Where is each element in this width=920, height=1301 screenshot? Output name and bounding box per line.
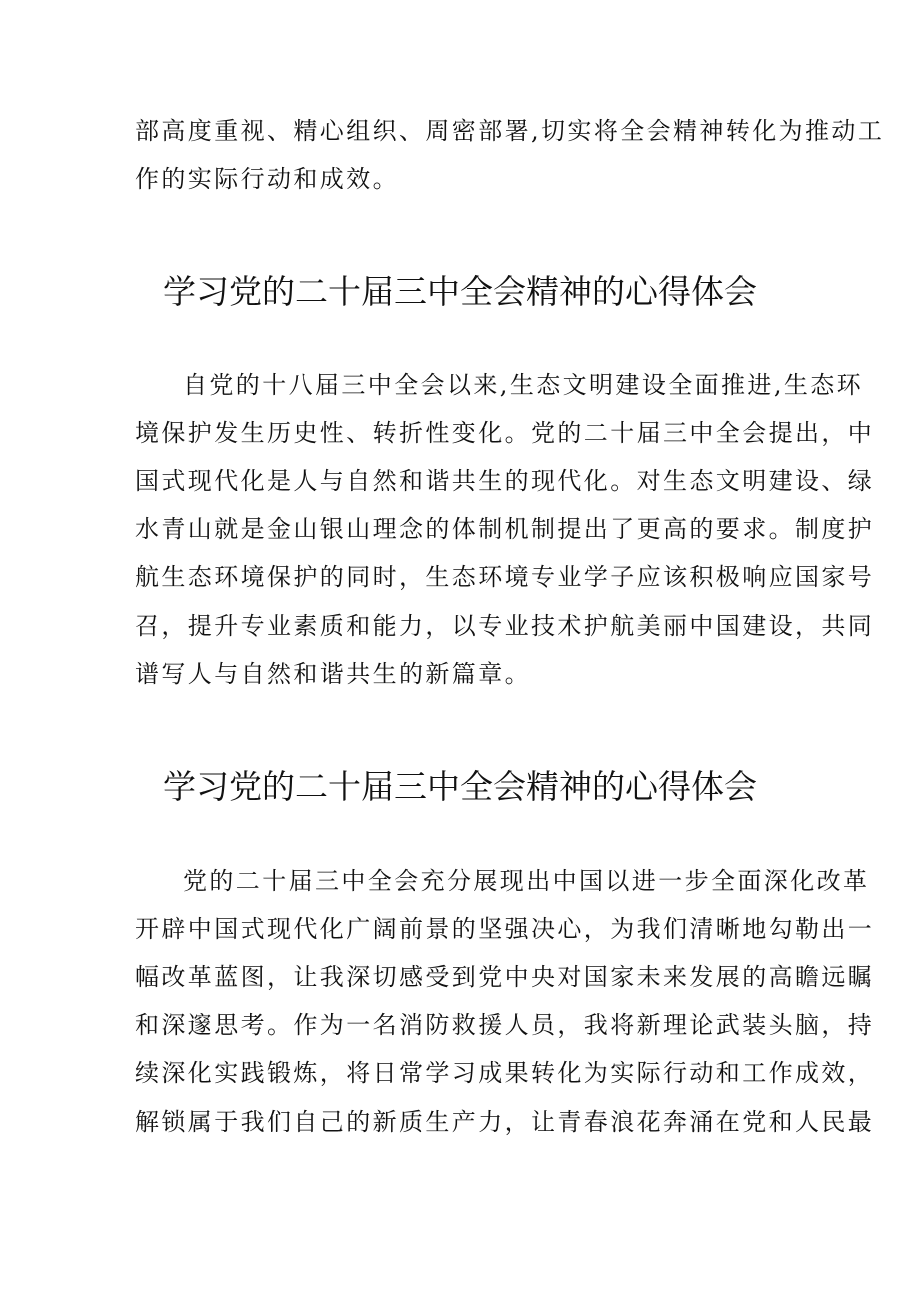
- section-title: 学习党的二十届三中全会精神的心得体会: [163, 272, 757, 311]
- paragraph-line: 解锁属于我们自己的新质生产力，让青春浪花奔涌在党和人民最: [135, 1108, 875, 1136]
- paragraph-line: 召，提升专业素质和能力，以专业技术护航美丽中国建设，共同: [135, 612, 875, 640]
- paragraph-line: 开辟中国式现代化广阔前景的坚强决心，为我们清晰地勾勒出一: [135, 915, 875, 943]
- paragraph-line: 航生态环境保护的同时，生态环境专业学子应该积极响应国家号: [135, 563, 875, 591]
- paragraph-line: 续深化实践锻炼，将日常学习成果转化为实际行动和工作成效，: [135, 1059, 875, 1087]
- paragraph-line: 自党的十八届三中全会以来,生态文明建设全面推进,生态环: [183, 371, 864, 399]
- paragraph-line: 幅改革蓝图，让我深切感受到党中央对国家未来发展的高瞻远瞩: [135, 963, 875, 991]
- paragraph-line: 国式现代化是人与自然和谐共生的现代化。对生态文明建设、绿: [135, 467, 875, 495]
- section-title: 学习党的二十届三中全会精神的心得体会: [163, 767, 757, 806]
- paragraph-line: 水青山就是金山银山理念的体制机制提出了更高的要求。制度护: [135, 515, 875, 543]
- paragraph-line: 党的二十届三中全会充分展现出中国以进一步全面深化改革: [183, 867, 870, 895]
- paragraph-line: 境保护发生历史性、转折性变化。党的二十届三中全会提出，中: [135, 419, 875, 447]
- paragraph-line: 谱写人与自然和谐共生的新篇章。: [135, 660, 531, 688]
- paragraph-line: 和深邃思考。作为一名消防救援人员，我将新理论武装头脑，持: [135, 1011, 875, 1039]
- paragraph-line: 作的实际行动和成效。: [135, 165, 399, 193]
- paragraph-line: 部高度重视、精心组织、周密部署,切实将全会精神转化为推动工: [135, 117, 885, 145]
